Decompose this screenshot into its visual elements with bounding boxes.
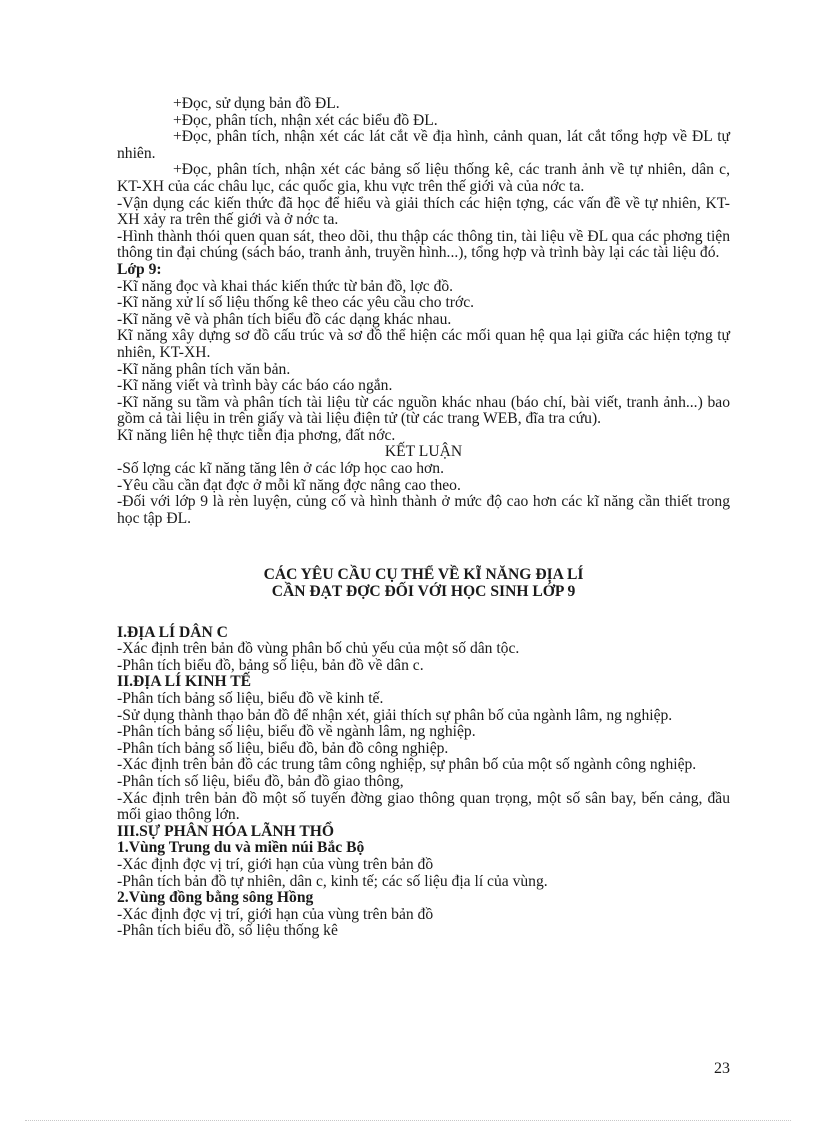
paragraph: -Kĩ năng phân tích văn bản.	[117, 360, 291, 378]
paragraph: -Phân tích bảng số liệu, biểu đồ về ngành lâm, ng nghiệp.	[117, 723, 476, 741]
paragraph: -Phân tích số liệu, biểu đồ, bản đồ giao thông,	[117, 772, 404, 790]
spacer	[117, 527, 730, 567]
paragraph: -Xác định đợc vị trí, giới hạn của vùng trên bản đồ	[117, 905, 434, 923]
paragraph: -Kĩ năng su tầm và phân tích tài liệu từ các nguồn khác nhau (báo chí, bài viết, tranh ảnh...) bao gồm cả tài liệu in trên giấy và tài liệu điện tử (từ các trang WEB, đĩa tra cứu).	[117, 393, 730, 428]
paragraph: -Phân tích bản đồ tự nhiên, dân c, kinh tế; các số liệu địa lí của vùng.	[117, 872, 548, 890]
paragraph: -Sử dụng thành thạo bản đồ để nhận xét, giải thích sự phân bố của ngành lâm, ng nghiệp.	[117, 706, 673, 724]
paragraph: Kĩ năng xây dựng sơ đồ cấu trúc và sơ đồ thể hiện các mối quan hệ qua lại giữa các hiện tợng tự nhiên, KT-XH.	[117, 327, 730, 361]
spacer	[117, 601, 730, 625]
paragraph: -Kĩ năng viết và trình bày các báo cáo ngắn.	[117, 377, 393, 395]
paragraph: +Đọc, phân tích, nhận xét các biểu đồ ĐL.	[173, 111, 438, 129]
paragraph: -Phân tích biểu đồ, số liệu thống kê	[117, 922, 338, 940]
page-content	[117, 96, 730, 940]
paragraph: -Kĩ năng đọc và khai thác kiến thức từ bản đồ, lợc đồ.	[117, 277, 454, 295]
page-number: 23	[714, 1060, 730, 1077]
subsection-heading-2: 2.Vùng đồng bằng sông Hồng	[117, 889, 314, 907]
page-bottom-divider	[25, 1120, 791, 1121]
paragraph: -Kĩ năng vẽ và phân tích biểu đồ các dạng khác nhau.	[117, 310, 452, 328]
section-heading-iii: III.SỰ PHÂN HÓA LÃNH THỔ	[117, 822, 335, 840]
paragraph: -Xác định trên bản đồ một số tuyến đờng giao thông quan trọng, một số sân bay, bến cảng, đầu mối giao thông lớn.	[117, 789, 730, 824]
paragraph: Kĩ năng liên hệ thực tiễn địa phơng, đất nớc.	[117, 426, 396, 444]
paragraph: -Phân tích bảng số liệu, biểu đồ, bản đồ công nghiệp.	[117, 739, 449, 757]
document-title-line1: CÁC YÊU CẦU CỤ THỂ VỀ KĨ NĂNG ĐỊA LÍ	[263, 566, 584, 584]
paragraph: -Phân tích biểu đồ, bảng số liệu, bản đồ về dân c.	[117, 656, 424, 674]
paragraph: -Yêu cầu cần đạt đợc ở mỗi kĩ năng đợc nâng cao theo.	[117, 476, 461, 494]
paragraph: +Đọc, phân tích, nhận xét các lát cắt về địa hình, cảnh quan, lát cắt tổng hợp về ĐL tự nhiên.	[117, 128, 730, 162]
paragraph: -Hình thành thói quen quan sát, theo dõi, thu thập các thông tin, tài liệu về ĐL qua các phơng tiện thông tin đại chúng (sách báo, tranh ảnh, truyền hình...), tổng hợp và trình bày lại các tài liệu đó.	[117, 227, 730, 262]
subsection-heading-1: 1.Vùng Trung du và miền núi Bắc Bộ	[117, 839, 365, 857]
section-heading-ii: II.ĐỊA LÍ KINH TẾ	[117, 673, 252, 691]
paragraph: +Đọc, phân tích, nhận xét các bảng số liệu thống kê, các tranh ảnh về tự nhiên, dân c, KT-XH của các châu lục, các quốc gia, khu vực trên thế giới và của nớc ta.	[117, 161, 730, 195]
paragraph: -Đối với lớp 9 là rèn luyện, củng cố và hình thành ở mức độ cao hơn các kĩ năng cần thiết trong học tập ĐL.	[117, 493, 730, 527]
paragraph: -Vận dụng các kiến thức đã học để hiểu và giải thích các hiện tợng, các vấn đề về tự nhiên, KT-XH xảy ra trên thế giới và ở nớc ta.	[117, 194, 730, 229]
paragraph: -Số lợng các kĩ năng tăng lên ở các lớp học cao hơn.	[117, 460, 444, 478]
section-heading-lop9: Lớp 9:	[117, 260, 162, 278]
paragraph: -Xác định trên bản đồ vùng phân bố chủ yếu của một số dân tộc.	[117, 640, 520, 658]
section-heading-i: I.ĐỊA LÍ DÂN C	[117, 623, 228, 641]
paragraph: -Phân tích bảng số liệu, biểu đồ về kinh tế.	[117, 690, 384, 707]
paragraph: -Kĩ năng xử lí số liệu thống kê theo các yêu cầu cho trớc.	[117, 294, 475, 312]
paragraph: -Xác định trên bản đồ các trung tâm công nghiệp, sự phân bố của một số ngành công nghiệp.	[117, 756, 697, 774]
document-title-line2: CẦN ĐẠT ĐỢC ĐỐI VỚI HỌC SINH LỚP 9	[271, 583, 576, 601]
paragraph: -Xác định đợc vị trí, giới hạn của vùng trên bản đồ	[117, 855, 434, 873]
paragraph: +Đọc, sử dụng bản đồ ĐL.	[173, 95, 340, 112]
conclusion-heading: KẾT LUẬN	[384, 443, 463, 461]
